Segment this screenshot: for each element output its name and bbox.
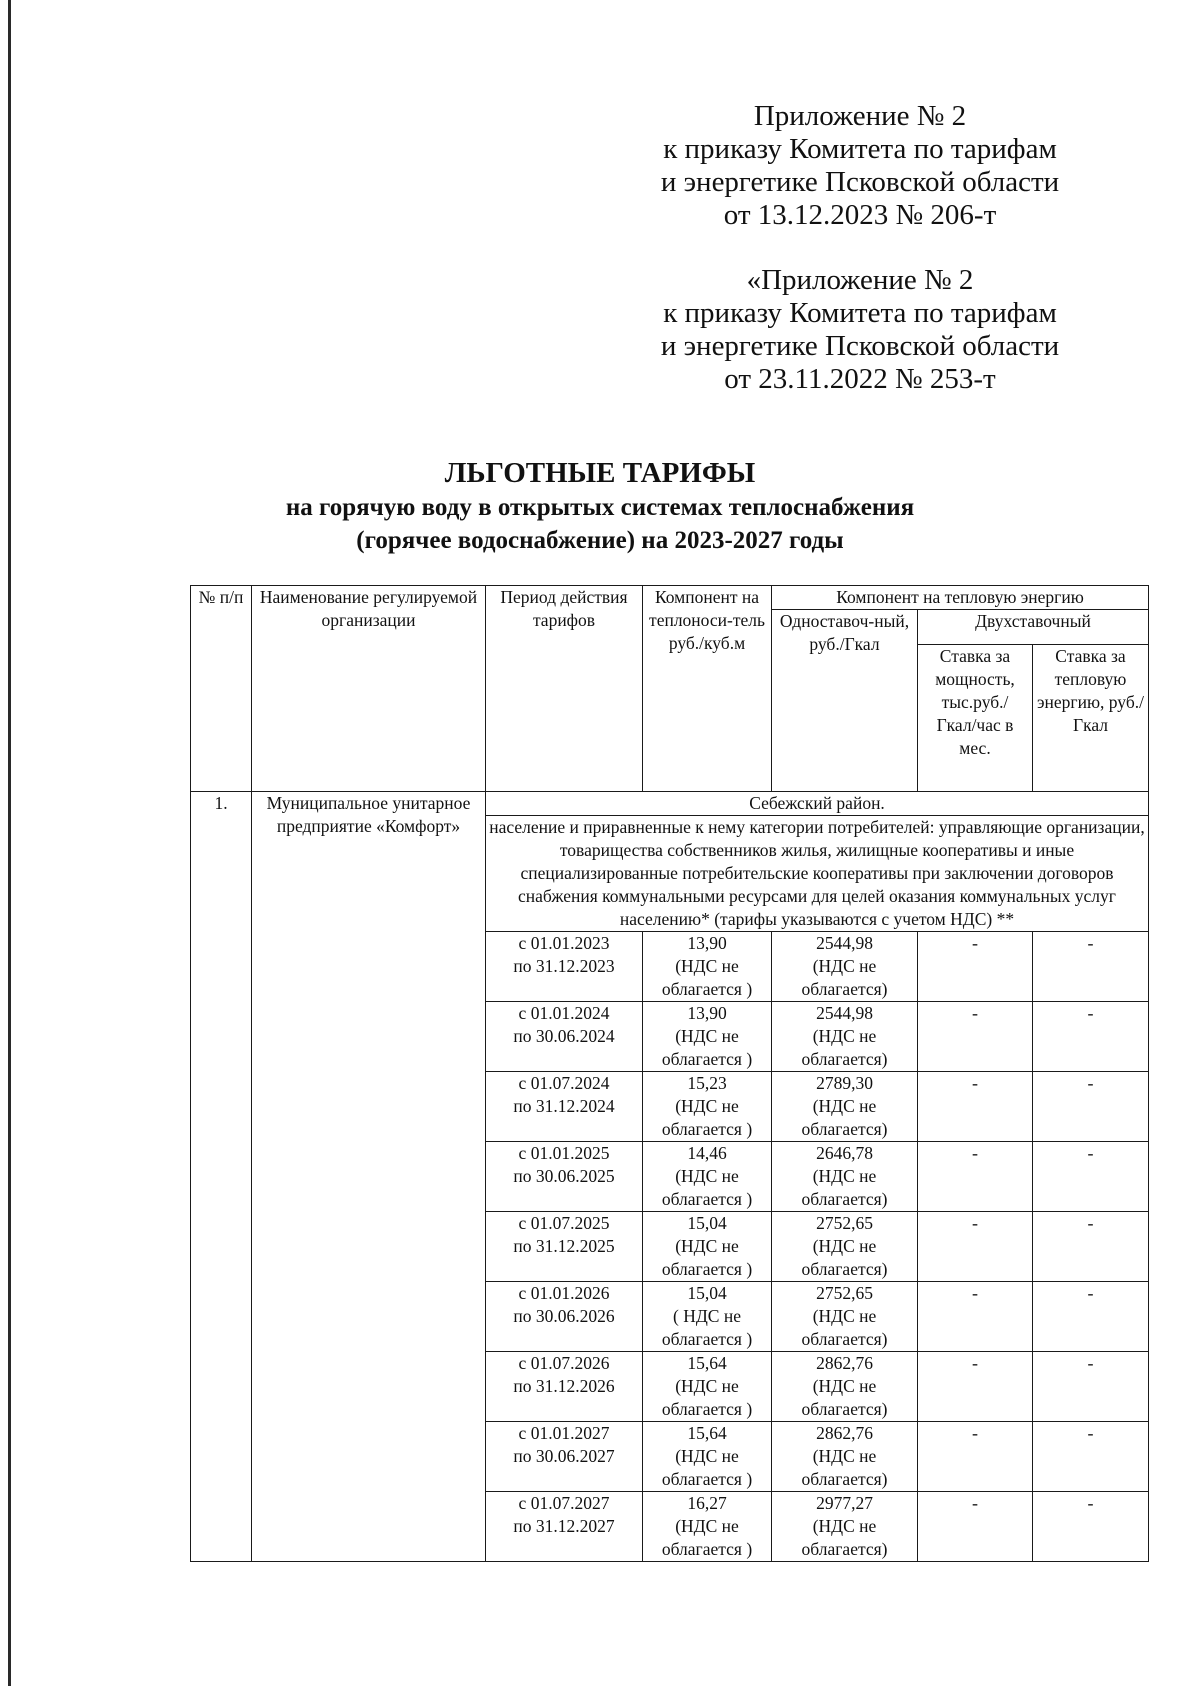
period-cell-line: с 01.01.2027	[518, 1423, 610, 1443]
carrier-cell-line: (НДС не	[675, 956, 739, 976]
carrier-cell	[643, 1492, 772, 1562]
energy-rate-cell	[1033, 1002, 1149, 1072]
period-cell	[486, 1422, 643, 1492]
carrier-cell-line: 15,04	[687, 1283, 727, 1303]
carrier-cell-line: облагается )	[661, 1399, 753, 1419]
carrier-cell-line: (НДС не	[675, 1446, 739, 1466]
document-title	[140, 455, 1060, 557]
header-energy-rate: Ставка за тепловую энергию, руб./Гкал	[1033, 645, 1149, 792]
energy-rate-cell	[1033, 1212, 1149, 1282]
appendix-header-current	[650, 100, 1070, 232]
period-cell	[486, 932, 643, 1002]
single-rate-cell-line: облагается)	[801, 1259, 888, 1279]
period-cell	[486, 1352, 643, 1422]
energy-rate-cell-line: -	[1087, 1493, 1094, 1513]
energy-rate-cell	[1033, 1282, 1149, 1352]
carrier-cell-line: (НДС не	[675, 1236, 739, 1256]
capacity-rate-cell-line: -	[972, 1073, 978, 1093]
energy-rate-cell-line: -	[1087, 1143, 1094, 1163]
capacity-rate-cell	[918, 1352, 1033, 1422]
energy-rate-cell-line: -	[1087, 1283, 1094, 1303]
carrier-cell-line: облагается )	[661, 1189, 753, 1209]
appendix-header-previous	[650, 264, 1070, 396]
energy-rate-cell	[1033, 1142, 1149, 1212]
period-cell-line: по 31.12.2027	[513, 1516, 615, 1536]
capacity-rate-cell-line: -	[972, 933, 978, 953]
appendix-line: и энергетике Псковской области	[660, 166, 1060, 198]
district-name: Себежский район.	[486, 792, 1149, 816]
carrier-cell-line: (НДС не	[675, 1166, 739, 1186]
capacity-rate-cell	[918, 1142, 1033, 1212]
period-cell	[486, 1282, 643, 1352]
carrier-cell	[643, 1282, 772, 1352]
period-cell-line: по 30.06.2025	[513, 1166, 615, 1186]
period-cell-line: с 01.01.2025	[518, 1143, 610, 1163]
capacity-rate-cell	[918, 1492, 1033, 1562]
carrier-cell-line: ( НДС не	[673, 1306, 741, 1326]
period-cell-line: с 01.01.2023	[518, 933, 610, 953]
carrier-cell-line: (НДС не	[675, 1096, 739, 1116]
capacity-rate-cell	[918, 932, 1033, 1002]
period-cell-line: по 31.12.2023	[513, 956, 615, 976]
header-organization: Наименование регулируемой организации	[252, 586, 486, 792]
carrier-cell-line: (НДС не	[675, 1026, 739, 1046]
energy-rate-cell-line: -	[1087, 1073, 1094, 1093]
period-cell-line: по 30.06.2026	[513, 1306, 615, 1326]
single-rate-cell-line: (НДС не	[812, 956, 877, 976]
single-rate-cell-line: облагается)	[801, 1539, 888, 1559]
energy-rate-cell	[1033, 1352, 1149, 1422]
carrier-cell-line: облагается )	[661, 979, 753, 999]
single-rate-cell-line: облагается)	[801, 1049, 888, 1069]
appendix-line: к приказу Комитета по тарифам	[663, 297, 1057, 329]
single-rate-cell-line: (НДС не	[812, 1446, 877, 1466]
header-capacity-rate: Ставка за мощность, тыс.руб./ Гкал/час в мес.	[918, 645, 1033, 792]
carrier-cell-line: 15,04	[687, 1213, 727, 1233]
appendix-line: и энергетике Псковской области	[660, 330, 1060, 362]
carrier-cell-line: облагается )	[661, 1469, 753, 1489]
carrier-cell-line: 15,64	[687, 1353, 727, 1373]
single-rate-cell	[772, 1212, 918, 1282]
period-cell-line: с 01.07.2027	[518, 1493, 610, 1513]
single-rate-cell-line: (НДС не	[812, 1306, 877, 1326]
single-rate-cell-line: облагается)	[801, 1399, 888, 1419]
header-two-rate: Двухставочный	[918, 610, 1149, 645]
single-rate-cell-line: 2752,65	[816, 1213, 873, 1233]
appendix-line: к приказу Комитета по тарифам	[663, 133, 1057, 165]
carrier-cell-line: облагается )	[661, 1329, 753, 1349]
carrier-cell	[643, 1142, 772, 1212]
carrier-cell-line: 16,27	[687, 1493, 727, 1513]
capacity-rate-cell	[918, 1072, 1033, 1142]
single-rate-cell-line: 2752,65	[816, 1283, 873, 1303]
single-rate-cell-line: облагается)	[801, 1469, 888, 1489]
energy-rate-cell	[1033, 1422, 1149, 1492]
carrier-cell-line: облагается )	[661, 1119, 753, 1139]
period-cell	[486, 1002, 643, 1072]
single-rate-cell-line: облагается)	[801, 1189, 888, 1209]
capacity-rate-cell-line: -	[972, 1283, 978, 1303]
period-cell	[486, 1492, 643, 1562]
energy-rate-cell-line: -	[1087, 1353, 1094, 1373]
header-carrier-component: Компонент на теплоноси-тель руб./куб.м	[643, 586, 772, 792]
single-rate-cell	[772, 1002, 918, 1072]
consumer-category: население и приравненные к нему категории потребителей: управляющие организации, товарищества собственников жилья, жилищные кооперативы и иные специализированные потребительские кооперативы при заключении договоров снабжения коммунальными ресурсами для целей оказания коммунальных услуг населению* (тарифы указываются с учетом НДС) **	[486, 816, 1149, 932]
single-rate-cell-line: 2789,30	[816, 1073, 873, 1093]
single-rate-cell-line: 2862,76	[816, 1353, 873, 1373]
period-cell	[486, 1212, 643, 1282]
carrier-cell-line: облагается )	[661, 1259, 753, 1279]
header-row-number: № п/п	[191, 586, 252, 792]
single-rate-cell-line: (НДС не	[812, 1516, 877, 1536]
energy-rate-cell-line: -	[1087, 1003, 1094, 1023]
carrier-cell	[643, 1212, 772, 1282]
capacity-rate-cell	[918, 1212, 1033, 1282]
single-rate-cell	[772, 1282, 918, 1352]
energy-rate-cell-line: -	[1087, 1213, 1094, 1233]
appendix-line: Приложение № 2	[753, 100, 967, 132]
single-rate-cell-line: облагается)	[801, 1329, 888, 1349]
capacity-rate-cell	[918, 1282, 1033, 1352]
period-cell-line: по 31.12.2024	[513, 1096, 615, 1116]
period-cell-line: по 30.06.2027	[513, 1446, 615, 1466]
energy-rate-cell	[1033, 1492, 1149, 1562]
appendix-line: «Приложение № 2	[746, 264, 974, 296]
carrier-cell	[643, 1422, 772, 1492]
carrier-cell-line: 13,90	[687, 1003, 727, 1023]
single-rate-cell-line: (НДС не	[812, 1166, 877, 1186]
energy-rate-cell-line: -	[1087, 933, 1094, 953]
carrier-cell-line: 15,64	[687, 1423, 727, 1443]
energy-rate-cell	[1033, 1072, 1149, 1142]
row-number: 1.	[191, 792, 252, 1562]
single-rate-cell-line: облагается)	[801, 979, 888, 999]
title-main: ЛЬГОТНЫЕ ТАРИФЫ	[444, 457, 756, 489]
carrier-cell	[643, 932, 772, 1002]
header-period: Период действия тарифов	[486, 586, 643, 792]
capacity-rate-cell	[918, 1422, 1033, 1492]
single-rate-cell-line: (НДС не	[812, 1026, 877, 1046]
tariffs-table	[190, 585, 1149, 1562]
carrier-cell-line: 13,90	[687, 933, 727, 953]
single-rate-cell-line: 2862,76	[816, 1423, 873, 1443]
appendix-line: от 23.11.2022 № 253-т	[724, 363, 996, 395]
capacity-rate-cell-line: -	[972, 1353, 978, 1373]
carrier-cell-line: облагается )	[661, 1049, 753, 1069]
capacity-rate-cell-line: -	[972, 1143, 978, 1163]
period-cell-line: с 01.01.2026	[518, 1283, 610, 1303]
title-subtitle-line-2: (горячее водоснабжение) на 2023-2027 годы	[356, 527, 844, 554]
single-rate-cell-line: 2544,98	[816, 1003, 873, 1023]
organization-name: Муниципальное унитарное предприятие «Комфорт»	[252, 792, 486, 1562]
single-rate-cell-line: 2977,27	[816, 1493, 873, 1513]
single-rate-cell-line: (НДС не	[812, 1096, 877, 1116]
capacity-rate-cell-line: -	[972, 1423, 978, 1443]
appendix-line: от 13.12.2023 № 206-т	[723, 199, 997, 231]
capacity-rate-cell-line: -	[972, 1003, 978, 1023]
period-cell	[486, 1072, 643, 1142]
carrier-cell-line: облагается )	[661, 1539, 753, 1559]
single-rate-cell	[772, 1352, 918, 1422]
energy-rate-cell	[1033, 932, 1149, 1002]
period-cell	[486, 1142, 643, 1212]
carrier-cell-line: 15,23	[687, 1073, 727, 1093]
energy-rate-cell-line: -	[1087, 1423, 1094, 1443]
period-cell-line: с 01.01.2024	[518, 1003, 610, 1023]
single-rate-cell	[772, 1142, 918, 1212]
single-rate-cell	[772, 1072, 918, 1142]
carrier-cell	[643, 1072, 772, 1142]
carrier-cell-line: 14,46	[687, 1143, 727, 1163]
capacity-rate-cell	[918, 1002, 1033, 1072]
carrier-cell	[643, 1352, 772, 1422]
single-rate-cell-line: (НДС не	[812, 1376, 877, 1396]
header-single-rate: Одноставоч-ный, руб./Гкал	[772, 610, 918, 792]
period-cell-line: по 30.06.2024	[513, 1026, 615, 1046]
capacity-rate-cell-line: -	[972, 1493, 978, 1513]
period-cell-line: с 01.07.2026	[518, 1353, 610, 1373]
title-subtitle-line-1: на горячую воду в открытых системах теплоснабжения	[285, 494, 915, 521]
scan-border-line	[8, 0, 11, 1686]
period-cell-line: по 31.12.2025	[513, 1236, 615, 1256]
single-rate-cell-line: облагается)	[801, 1119, 888, 1139]
single-rate-cell-line: 2646,78	[816, 1143, 873, 1163]
period-cell-line: с 01.07.2024	[518, 1073, 610, 1093]
carrier-cell-line: (НДС не	[675, 1516, 739, 1536]
carrier-cell	[643, 1002, 772, 1072]
single-rate-cell	[772, 1422, 918, 1492]
single-rate-cell	[772, 1492, 918, 1562]
single-rate-cell	[772, 932, 918, 1002]
header-thermal-component: Компонент на тепловую энергию	[772, 586, 1149, 610]
single-rate-cell-line: (НДС не	[812, 1236, 877, 1256]
period-cell-line: с 01.07.2025	[518, 1213, 610, 1233]
period-cell-line: по 31.12.2026	[513, 1376, 615, 1396]
single-rate-cell-line: 2544,98	[816, 933, 873, 953]
capacity-rate-cell-line: -	[972, 1213, 978, 1233]
carrier-cell-line: (НДС не	[675, 1376, 739, 1396]
